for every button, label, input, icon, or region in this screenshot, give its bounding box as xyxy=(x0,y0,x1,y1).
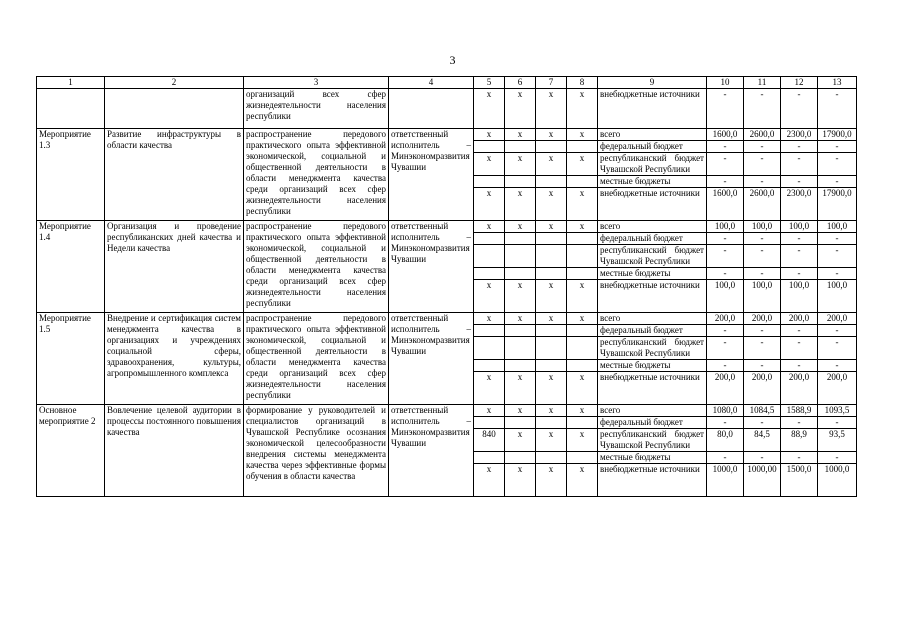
cell-value: - xyxy=(818,233,857,245)
cell-source: всего xyxy=(598,405,707,417)
cell-value: - xyxy=(781,337,818,360)
cell-value: 1000,00 xyxy=(744,464,781,497)
cell-value: - xyxy=(744,417,781,429)
cell-description: формирование у руководителей и специалистов организаций в Чувашской Республике осознания экономической целесообразности внедрения системы менеджмента качества через эффективные формы обучения в области качества xyxy=(244,405,389,497)
cell-mark: х xyxy=(536,129,567,141)
cell-value: 1080,0 xyxy=(707,405,744,417)
cell-value: - xyxy=(744,325,781,337)
cell-empty xyxy=(474,417,505,429)
cell-source: республиканский бюджет Чувашской Республики xyxy=(598,337,707,360)
cell-mark: х xyxy=(474,221,505,233)
cell-value: - xyxy=(781,153,818,176)
cell-value: - xyxy=(707,360,744,372)
cell-description: распространение передового практического опыта эффективной экономической, социальной и общественной деятельности в области менеджмента качества среди организаций всех сфер жизнедеятельности населения республики xyxy=(244,313,389,405)
cell-value: - xyxy=(707,245,744,268)
program-table xyxy=(36,76,857,497)
cell-mark: х xyxy=(505,129,536,141)
cell-mark: х xyxy=(536,221,567,233)
table-row xyxy=(37,313,857,325)
cell-mark: х xyxy=(505,313,536,325)
header-cell: 12 xyxy=(781,77,818,89)
header-cell: 10 xyxy=(707,77,744,89)
cell-value: 100,0 xyxy=(818,221,857,233)
cell-description: распространение передового практического опыта эффективной экономической, социальной и общественной деятельности в области менеджмента качества среди организаций всех сфер жизнедеятельности населения республики xyxy=(244,129,389,221)
cell-value: - xyxy=(707,452,744,464)
cell-value: - xyxy=(781,245,818,268)
cell-value: - xyxy=(818,325,857,337)
cell-executor: ответственный исполнитель – Минэкономразвития Чувашии xyxy=(389,313,474,405)
table-row xyxy=(37,405,857,417)
cell-value: - xyxy=(818,360,857,372)
cell-empty xyxy=(567,325,598,337)
cell-source: внебюджетные источники xyxy=(598,89,707,129)
cell-empty xyxy=(536,245,567,268)
cell-empty xyxy=(536,360,567,372)
cell-value: 84,5 xyxy=(744,429,781,452)
cell-source: всего xyxy=(598,129,707,141)
cell-empty xyxy=(505,233,536,245)
cell-mark: х xyxy=(536,405,567,417)
cell-empty xyxy=(474,176,505,188)
cell-mark: х xyxy=(567,405,598,417)
cell-empty xyxy=(474,325,505,337)
cell-executor: ответственный исполнитель – Минэкономразвития Чувашии xyxy=(389,405,474,497)
cell-value: 100,0 xyxy=(744,280,781,313)
cell-value: - xyxy=(707,176,744,188)
cell-empty xyxy=(474,268,505,280)
cell-source: внебюджетные источники xyxy=(598,280,707,313)
header-cell: 11 xyxy=(744,77,781,89)
cell-empty xyxy=(536,268,567,280)
cell-source: внебюджетные источники xyxy=(598,188,707,221)
cell-mark: х xyxy=(474,188,505,221)
cell-value: - xyxy=(818,141,857,153)
cell-value: 200,0 xyxy=(818,372,857,405)
cell-empty xyxy=(567,141,598,153)
cell-value: 1600,0 xyxy=(707,129,744,141)
cell-source: всего xyxy=(598,221,707,233)
cell-mark: х xyxy=(505,405,536,417)
cell-value: 200,0 xyxy=(707,313,744,325)
cell-mark: х xyxy=(536,188,567,221)
cell-value: - xyxy=(744,153,781,176)
cell-empty xyxy=(105,89,244,129)
cell-value: 1500,0 xyxy=(781,464,818,497)
cell-value: 88,9 xyxy=(781,429,818,452)
cell-value: - xyxy=(707,325,744,337)
cell-value: - xyxy=(781,141,818,153)
cell-source: местные бюджеты xyxy=(598,360,707,372)
cell-value: - xyxy=(781,89,818,129)
cell-value: - xyxy=(781,233,818,245)
cell-empty xyxy=(505,360,536,372)
cell-empty xyxy=(474,337,505,360)
cell-value: 17900,0 xyxy=(818,129,857,141)
cell-value: - xyxy=(818,452,857,464)
cell-empty xyxy=(567,452,598,464)
cell-description: распространение передового практического опыта эффективной экономической, социальной и общественной деятельности в области менеджмента качества среди организаций всех сфер жизнедеятельности населения республики xyxy=(244,221,389,313)
cell-source: внебюджетные источники xyxy=(598,464,707,497)
cell-empty xyxy=(505,268,536,280)
cell-value: 200,0 xyxy=(781,313,818,325)
cell-value: - xyxy=(781,325,818,337)
cell-value: 2300,0 xyxy=(781,129,818,141)
cell-measure-id: Мероприятие 1.4 xyxy=(37,221,105,313)
cell-value: - xyxy=(707,153,744,176)
cell-value: - xyxy=(818,89,857,129)
cell-executor: ответственный исполнитель – Минэкономразвития Чувашии xyxy=(389,129,474,221)
cell-measure-name: Внедрение и сертификация систем менеджмента качества в организациях и учреждениях социальной сферы, здравоохранения, культуры, агропромышленного комплекса xyxy=(105,313,244,405)
cell-mark: х xyxy=(505,464,536,497)
cell-source: республиканский бюджет Чувашской Республики xyxy=(598,153,707,176)
cell-mark: х xyxy=(567,129,598,141)
cell-empty xyxy=(505,141,536,153)
cell-empty xyxy=(567,417,598,429)
cell-value: - xyxy=(707,337,744,360)
cell-mark: х xyxy=(567,280,598,313)
cell-description: организаций всех сфер жизнедеятельности населения республики xyxy=(244,89,389,129)
cell-value: 1600,0 xyxy=(707,188,744,221)
cell-mark: х xyxy=(505,188,536,221)
header-cell: 2 xyxy=(105,77,244,89)
header-row xyxy=(37,77,857,89)
header-cell: 7 xyxy=(536,77,567,89)
cell-value: 100,0 xyxy=(818,280,857,313)
cell-source: федеральный бюджет xyxy=(598,417,707,429)
cell-empty xyxy=(37,89,105,129)
page-number: 3 xyxy=(449,53,456,67)
cell-mark: х xyxy=(567,188,598,221)
header-cell: 9 xyxy=(598,77,707,89)
header-cell: 3 xyxy=(244,77,389,89)
cell-empty xyxy=(474,245,505,268)
cell-value: - xyxy=(707,89,744,129)
cell-value: - xyxy=(744,268,781,280)
cell-value: 1000,0 xyxy=(707,464,744,497)
cell-mark: х xyxy=(567,372,598,405)
cell-empty xyxy=(505,417,536,429)
cell-value: 100,0 xyxy=(744,221,781,233)
cell-mark: х xyxy=(474,313,505,325)
cell-empty xyxy=(389,89,474,129)
cell-empty xyxy=(474,360,505,372)
table-row xyxy=(37,129,857,141)
cell-value: 93,5 xyxy=(818,429,857,452)
cell-value: - xyxy=(818,268,857,280)
cell-mark: х xyxy=(474,372,505,405)
cell-value: 200,0 xyxy=(707,372,744,405)
cell-value: - xyxy=(818,176,857,188)
cell-mark: х xyxy=(536,153,567,176)
cell-value: - xyxy=(744,360,781,372)
cell-value: - xyxy=(744,176,781,188)
cell-mark: х xyxy=(505,153,536,176)
cell-value: 100,0 xyxy=(781,221,818,233)
cell-source: республиканский бюджет Чувашской Республики xyxy=(598,429,707,452)
cell-value: - xyxy=(707,268,744,280)
cell-source: внебюджетные источники xyxy=(598,372,707,405)
table-row xyxy=(37,221,857,233)
cell-empty xyxy=(567,176,598,188)
cell-value: 100,0 xyxy=(707,221,744,233)
cell-value: 200,0 xyxy=(818,313,857,325)
cell-measure-name: Организация и проведение республиканских дней качества и Недели качества xyxy=(105,221,244,313)
cell-mark: х xyxy=(474,280,505,313)
cell-mark: х xyxy=(536,429,567,452)
cell-mark: х xyxy=(567,464,598,497)
cell-value: - xyxy=(707,141,744,153)
cell-mark: х xyxy=(474,153,505,176)
cell-value: 200,0 xyxy=(744,313,781,325)
cell-mark: х xyxy=(567,313,598,325)
cell-empty xyxy=(536,337,567,360)
cell-value: 1093,5 xyxy=(818,405,857,417)
cell-value: - xyxy=(744,233,781,245)
cell-mark: х xyxy=(567,153,598,176)
cell-value: 1000,0 xyxy=(818,464,857,497)
cell-value: 1588,9 xyxy=(781,405,818,417)
cell-source: федеральный бюджет xyxy=(598,325,707,337)
cell-value: 1084,5 xyxy=(744,405,781,417)
cell-source: местные бюджеты xyxy=(598,452,707,464)
header-cell: 1 xyxy=(37,77,105,89)
cell-mark: х xyxy=(505,429,536,452)
cell-value: - xyxy=(744,89,781,129)
cell-value: - xyxy=(707,417,744,429)
cell-empty xyxy=(505,452,536,464)
cell-value: - xyxy=(818,245,857,268)
cell-mark: х xyxy=(567,221,598,233)
cell-empty xyxy=(505,176,536,188)
cell-mark: х xyxy=(505,280,536,313)
cell-value: - xyxy=(781,176,818,188)
cell-empty xyxy=(567,360,598,372)
cell-source: местные бюджеты xyxy=(598,268,707,280)
cell-measure-name: Развитие инфраструктуры в области качества xyxy=(105,129,244,221)
cell-mark: х xyxy=(567,429,598,452)
cell-mark: х xyxy=(474,405,505,417)
table-row xyxy=(37,89,857,129)
cell-value: 80,0 xyxy=(707,429,744,452)
cell-empty xyxy=(536,141,567,153)
header-cell: 13 xyxy=(818,77,857,89)
cell-value: - xyxy=(744,452,781,464)
cell-empty xyxy=(536,233,567,245)
header-cell: 4 xyxy=(389,77,474,89)
cell-mark: х xyxy=(536,313,567,325)
cell-mark: х xyxy=(505,221,536,233)
cell-empty xyxy=(567,268,598,280)
cell-mark: х xyxy=(567,89,598,129)
cell-empty xyxy=(567,233,598,245)
cell-value: - xyxy=(781,417,818,429)
cell-measure-id: Мероприятие 1.3 xyxy=(37,129,105,221)
cell-value: 100,0 xyxy=(707,280,744,313)
cell-value: 17900,0 xyxy=(818,188,857,221)
cell-empty xyxy=(536,325,567,337)
header-cell: 8 xyxy=(567,77,598,89)
cell-empty xyxy=(536,176,567,188)
cell-mark: х xyxy=(474,129,505,141)
cell-value: 2600,0 xyxy=(744,129,781,141)
cell-empty xyxy=(536,452,567,464)
cell-empty xyxy=(505,337,536,360)
cell-mark: х xyxy=(474,89,505,129)
cell-value: 2300,0 xyxy=(781,188,818,221)
cell-executor: ответственный исполнитель – Минэкономразвития Чувашии xyxy=(389,221,474,313)
cell-value: - xyxy=(818,337,857,360)
cell-value: 200,0 xyxy=(781,372,818,405)
cell-mark: х xyxy=(536,464,567,497)
cell-mark: х xyxy=(474,464,505,497)
cell-value: - xyxy=(744,245,781,268)
cell-mark: х xyxy=(536,372,567,405)
cell-measure-name: Вовлечение целевой аудитории в процессы постоянного повышения качества xyxy=(105,405,244,497)
cell-measure-id: Основное мероприятие 2 xyxy=(37,405,105,497)
cell-mark: х xyxy=(536,89,567,129)
cell-code: 840 xyxy=(474,429,505,452)
cell-empty xyxy=(474,233,505,245)
cell-source: местные бюджеты xyxy=(598,176,707,188)
cell-empty xyxy=(505,245,536,268)
cell-value: - xyxy=(707,233,744,245)
cell-value: 2600,0 xyxy=(744,188,781,221)
cell-mark: х xyxy=(505,89,536,129)
header-cell: 6 xyxy=(505,77,536,89)
cell-value: - xyxy=(744,141,781,153)
cell-value: - xyxy=(818,417,857,429)
cell-source: всего xyxy=(598,313,707,325)
cell-empty xyxy=(567,337,598,360)
cell-value: 200,0 xyxy=(744,372,781,405)
cell-empty xyxy=(536,417,567,429)
cell-empty xyxy=(474,141,505,153)
cell-value: - xyxy=(744,337,781,360)
cell-value: - xyxy=(781,360,818,372)
cell-value: - xyxy=(818,153,857,176)
cell-empty xyxy=(505,325,536,337)
cell-source: федеральный бюджет xyxy=(598,233,707,245)
cell-value: - xyxy=(781,268,818,280)
cell-measure-id: Мероприятие 1.5 xyxy=(37,313,105,405)
cell-empty xyxy=(474,452,505,464)
cell-empty xyxy=(567,245,598,268)
cell-mark: х xyxy=(505,372,536,405)
cell-value: - xyxy=(781,452,818,464)
cell-mark: х xyxy=(536,280,567,313)
header-cell: 5 xyxy=(474,77,505,89)
cell-source: республиканский бюджет Чувашской Республики xyxy=(598,245,707,268)
cell-value: 100,0 xyxy=(781,280,818,313)
cell-source: федеральный бюджет xyxy=(598,141,707,153)
